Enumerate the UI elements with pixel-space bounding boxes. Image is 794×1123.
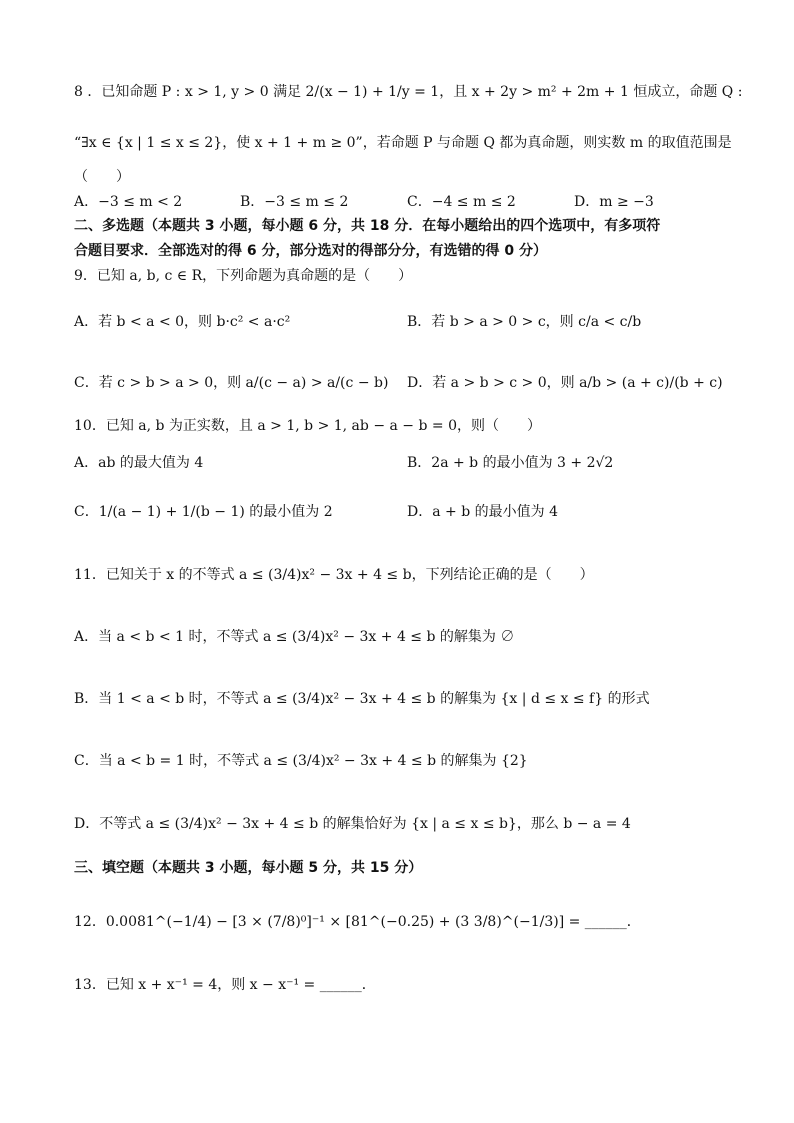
- q10-option-c: C．1/(a − 1) + 1/(b − 1) 的最小值为 2: [74, 504, 333, 520]
- q9-option-c: C．若 c > b > a > 0，则 a/(c − a) > a/(c − b): [74, 375, 389, 391]
- q8-line3: （ ）: [74, 169, 130, 185]
- q8-option-c: C．−4 ≤ m ≤ 2: [407, 194, 516, 210]
- q11-option-a: A．当 a < b < 1 时，不等式 a ≤ (3/4)x² − 3x + 4 ≤ b 的解集为 ∅: [74, 629, 515, 645]
- q9-option-a: A．若 b < a < 0，则 b·c² < a·c²: [74, 314, 291, 330]
- q9-option-d: D．若 a > b > c > 0，则 a/b > (a + c)/(b + c): [407, 375, 723, 391]
- section2-heading-line2: 合题目要求．全部选对的得 6 分，部分选对的得部分分，有选错的得 0 分）: [74, 243, 547, 259]
- q11-option-d: D．不等式 a ≤ (3/4)x² − 3x + 4 ≤ b 的解集恰好为 {x | a ≤ x ≤ b}，那么 b − a = 4: [74, 816, 631, 832]
- q12-text: 12．0.0081^(−1/4) − [3 × (7/8)⁰]⁻¹ × [81^(−0.25) + (3 3/8)^(−1/3)] = ______．: [74, 914, 641, 930]
- section3-heading: 三、填空题（本题共 3 小题，每小题 5 分，共 15 分）: [74, 860, 423, 876]
- q10-stem: 10．已知 a, b 为正实数，且 a > 1, b > 1, ab − a − b = 0，则（ ）: [74, 418, 541, 434]
- q10-option-a: A．ab 的最大值为 4: [74, 455, 204, 471]
- q13-text: 13．已知 x + x⁻¹ = 4，则 x − x⁻¹ = ______．: [74, 977, 376, 993]
- q10-option-b: B．2a + b 的最小值为 3 + 2√2: [407, 455, 614, 471]
- q8-option-b: B．−3 ≤ m ≤ 2: [240, 194, 349, 210]
- q9-stem: 9．已知 a, b, c ∈ R，下列命题为真命题的是（ ）: [74, 268, 413, 284]
- q8-line1: 8 ．已知命题 P : x > 1, y > 0 满足 2/(x − 1) + 1/y = 1，且 x + 2y > m² + 2m + 1 恒成立，命题 Q :: [74, 84, 743, 100]
- q8-option-d: D．m ≥ −3: [574, 194, 654, 210]
- section2-heading-line1: 二、多选题（本题共 3 小题，每小题 6 分，共 18 分．在每小题给出的四个选项中，有多项符: [74, 218, 661, 234]
- q11-option-c: C．当 a < b = 1 时，不等式 a ≤ (3/4)x² − 3x + 4 ≤ b 的解集为 {2}: [74, 753, 528, 769]
- q8-option-a: A．−3 ≤ m < 2: [74, 194, 183, 210]
- q8-line2: “∃x ∈ {x | 1 ≤ x ≤ 2}，使 x + 1 + m ≥ 0”，若命题 P 与命题 Q 都为真命题，则实数 m 的取值范围是: [74, 135, 732, 151]
- q9-option-b: B．若 b > a > 0 > c，则 c/a < c/b: [407, 314, 642, 330]
- q10-option-d: D．a + b 的最小值为 4: [407, 504, 558, 520]
- q11-option-b: B．当 1 < a < b 时，不等式 a ≤ (3/4)x² − 3x + 4 ≤ b 的解集为 {x | d ≤ x ≤ f} 的形式: [74, 691, 650, 707]
- q11-stem: 11．已知关于 x 的不等式 a ≤ (3/4)x² − 3x + 4 ≤ b，下列结论正确的是（ ）: [74, 567, 594, 583]
